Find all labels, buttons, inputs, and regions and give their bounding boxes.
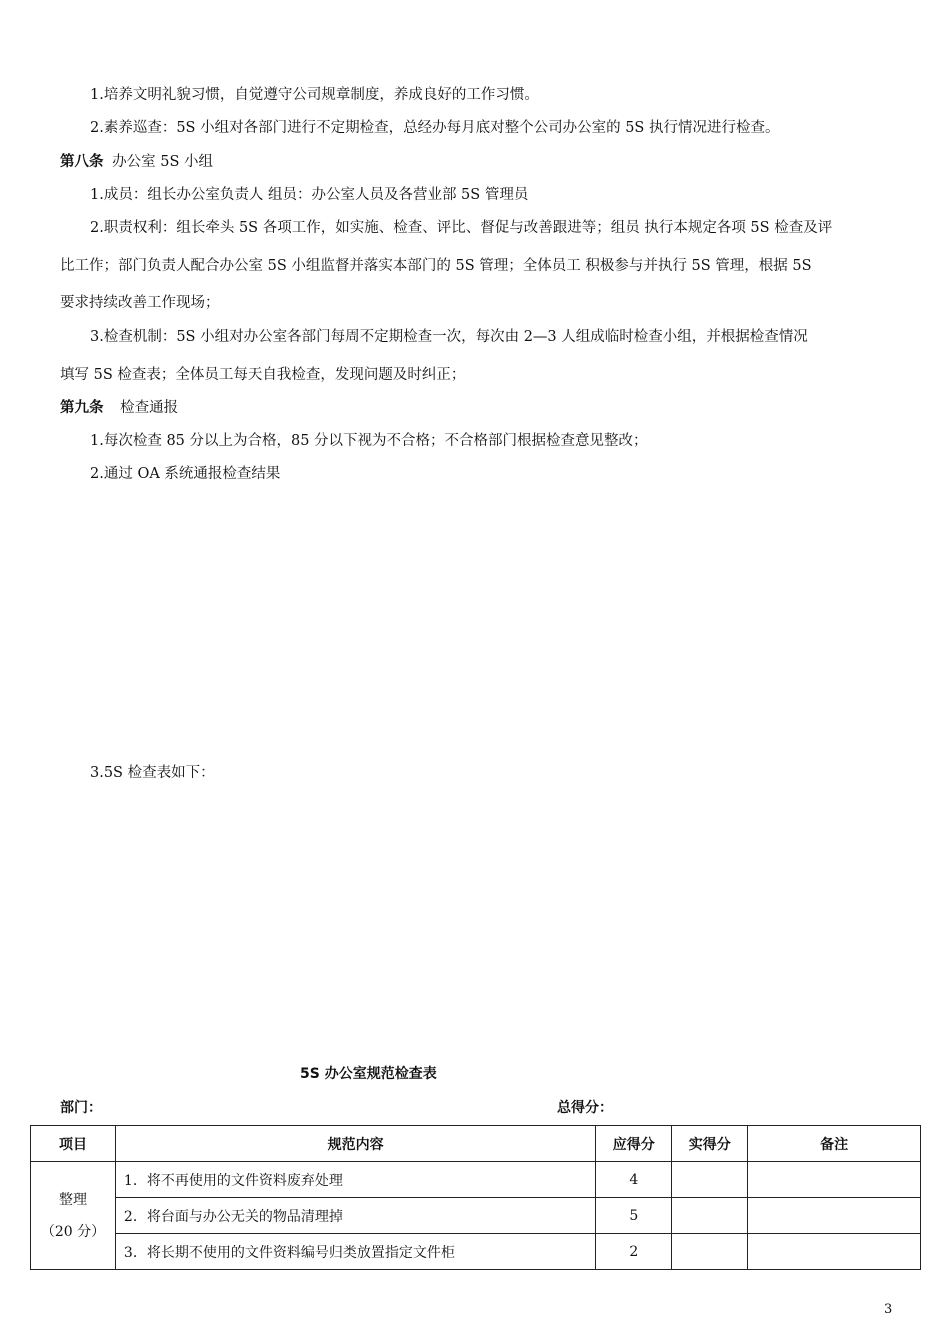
category-name: 整理 — [58, 1191, 87, 1208]
article-8-number: 第八条 — [60, 154, 104, 170]
article-8-title: 办公室 5S 小组 — [112, 154, 213, 170]
category-cell — [31, 1162, 116, 1270]
row-max-score: 5 — [596, 1198, 672, 1234]
article-9-heading-line — [60, 398, 178, 418]
article-9-title: 检查通报 — [120, 400, 179, 416]
total-score-label: 总得分： — [557, 1100, 613, 1116]
header-content: 规范内容 — [115, 1126, 595, 1162]
row-content: 1．将不再使用的文件资料废弃处理 — [115, 1162, 595, 1198]
article-8-duties-line-2: 比工作；部门负责人配合办公室 5S 小组监督并落实本部门的 5S 管理；全体员工 积极参与并执行 5S 管理，根据 5S — [60, 258, 812, 274]
table-row — [31, 1198, 921, 1234]
table-row — [31, 1234, 921, 1270]
article-8-duties-line-3: 要求持续改善工作现场； — [60, 295, 220, 311]
row-remarks[interactable] — [748, 1162, 921, 1198]
header-remarks: 备注 — [748, 1126, 921, 1162]
article-9-notification: 2.通过 OA 系统通报检查结果 — [90, 466, 281, 482]
article-8-members: 1.成员：组长办公室负责人 组员：办公室人员及各营业部 5S 管理员 — [90, 187, 529, 203]
row-max-score: 2 — [596, 1234, 672, 1270]
article-8-mechanism-line-2: 填写 5S 检查表；全体员工每天自我检查，发现问题及时纠正； — [60, 367, 466, 383]
table-header-row — [31, 1126, 921, 1162]
row-content: 3．将长期不使用的文件资料编号归类放置指定文件柜 — [115, 1234, 595, 1270]
category-points: （20 分） — [40, 1223, 106, 1240]
row-remarks[interactable] — [748, 1234, 921, 1270]
article-8-mechanism-line-1: 3.检查机制：5S 小组对办公室各部门每周不定期检查一次，每次由 2—3 人组成临时检查小组，并根据检查情况 — [90, 329, 808, 345]
header-max-score: 应得分 — [596, 1126, 672, 1162]
row-content: 2．将台面与办公无关的物品清理掉 — [115, 1198, 595, 1234]
article-8-duties-line-1: 2.职责权利：组长牵头 5S 各项工作，如实施、检查、评比、督促与改善跟进等；组员 执行本规定各项 5S 检查及评 — [90, 220, 833, 236]
row-actual-score[interactable] — [672, 1234, 748, 1270]
paragraph-2: 2.素养巡查：5S 小组对各部门进行不定期检查，总经办每月底对整个公司办公室的 5S 执行情况进行检查。 — [90, 120, 780, 136]
article-8-heading-line — [60, 152, 213, 172]
row-actual-score[interactable] — [672, 1198, 748, 1234]
header-item: 项目 — [31, 1126, 116, 1162]
paragraph-1: 1.培养文明礼貌习惯，自觉遵守公司规章制度，养成良好的工作习惯。 — [90, 87, 539, 103]
article-9-number: 第九条 — [60, 400, 104, 416]
table-title: 5S 办公室规范检查表 — [300, 1066, 437, 1082]
row-actual-score[interactable] — [672, 1162, 748, 1198]
article-9-table-intro: 3.5S 检查表如下： — [90, 765, 215, 781]
header-actual-score: 实得分 — [672, 1126, 748, 1162]
page-number: 3 — [884, 1302, 893, 1317]
row-max-score: 4 — [596, 1162, 672, 1198]
table-row — [31, 1162, 921, 1198]
inspection-table — [30, 1125, 921, 1270]
article-9-pass-criteria: 1.每次检查 85 分以上为合格，85 分以下视为不合格；不合格部门根据检查意见整改； — [90, 433, 648, 449]
row-remarks[interactable] — [748, 1198, 921, 1234]
department-label: 部门： — [60, 1100, 102, 1116]
